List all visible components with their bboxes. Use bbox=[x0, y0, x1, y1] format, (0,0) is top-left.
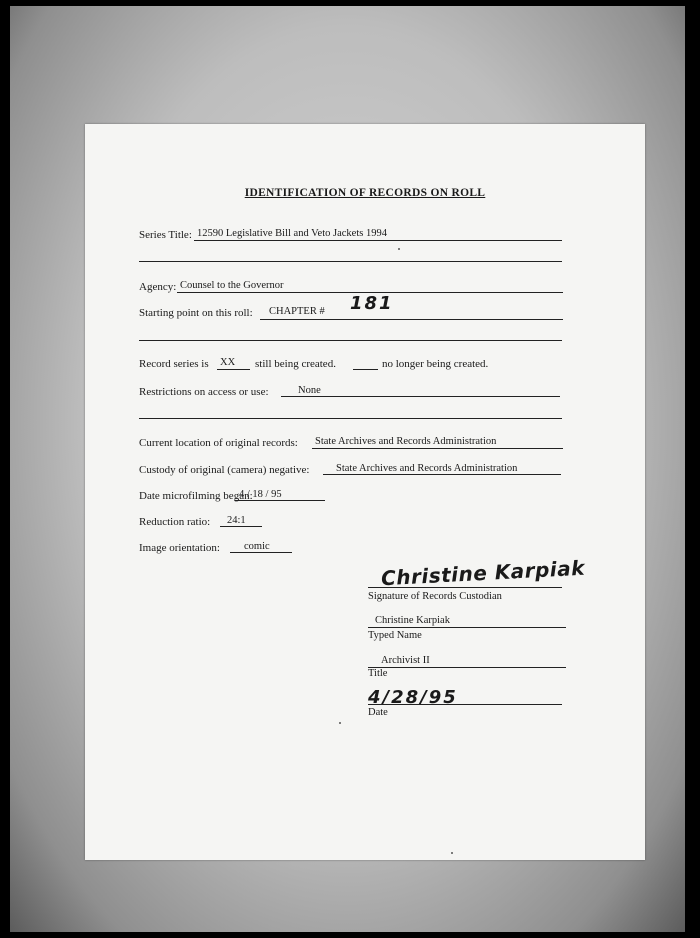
restrictions-label: Restrictions on access or use: bbox=[139, 386, 269, 398]
film-speck bbox=[451, 852, 453, 854]
starting-point-label: Starting point on this roll: bbox=[139, 307, 253, 319]
series-title-extra-line bbox=[139, 261, 562, 262]
restrictions-value: None bbox=[281, 385, 560, 397]
typed-name-value: Christine Karpiak bbox=[368, 615, 566, 628]
custody-label: Custody of original (camera) negative: bbox=[139, 464, 310, 476]
date-began-value: 4 / 18 / 95 bbox=[235, 489, 325, 501]
agency-label: Agency: bbox=[139, 281, 177, 293]
form-title: IDENTIFICATION OF RECORDS ON ROLL bbox=[244, 187, 486, 199]
series-title-value: 12590 Legislative Bill and Veto Jackets 1994 bbox=[194, 228, 562, 241]
current-location-label: Current location of original records: bbox=[139, 437, 298, 449]
no-longer-created-label: no longer being created. bbox=[382, 358, 489, 370]
orientation-label: Image orientation: bbox=[139, 542, 220, 554]
reduction-value: 24:1 bbox=[220, 515, 262, 527]
film-speck bbox=[398, 248, 400, 250]
record-form bbox=[85, 124, 645, 860]
typed-name-label: Typed Name bbox=[368, 630, 422, 641]
signature-line bbox=[368, 587, 562, 588]
agency-value: Counsel to the Governor bbox=[177, 280, 563, 293]
record-series-label: Record series is bbox=[139, 358, 209, 370]
series-title-label: Series Title: bbox=[139, 229, 192, 241]
no-longer-blank bbox=[353, 357, 378, 370]
record-series-mark: XX bbox=[217, 357, 250, 370]
film-speck bbox=[339, 722, 341, 724]
custody-value: State Archives and Records Administration bbox=[323, 463, 561, 475]
handwritten-date: 4/28/95 bbox=[368, 687, 458, 708]
film-frame bbox=[10, 6, 685, 932]
starting-point-line bbox=[260, 293, 563, 320]
orientation-value: comic bbox=[230, 541, 292, 553]
reduction-label: Reduction ratio: bbox=[139, 516, 211, 528]
starting-point-value: CHAPTER # bbox=[269, 306, 325, 317]
date-line bbox=[368, 704, 562, 705]
date-label: Date bbox=[368, 707, 388, 718]
title-label: Title bbox=[368, 668, 388, 679]
starting-point-extra-line bbox=[139, 340, 562, 341]
current-location-value: State Archives and Records Administration bbox=[312, 436, 563, 449]
still-being-created-label: still being created. bbox=[255, 358, 336, 370]
signature-label: Signature of Records Custodian bbox=[368, 591, 502, 602]
handwritten-signature: Christine Karpiak bbox=[380, 555, 586, 591]
date-began-label: Date microfilming began: bbox=[139, 490, 253, 502]
starting-point-handwritten: 181 bbox=[350, 293, 394, 314]
restrictions-extra-line bbox=[139, 418, 562, 419]
title-value: Archivist II bbox=[368, 655, 566, 668]
